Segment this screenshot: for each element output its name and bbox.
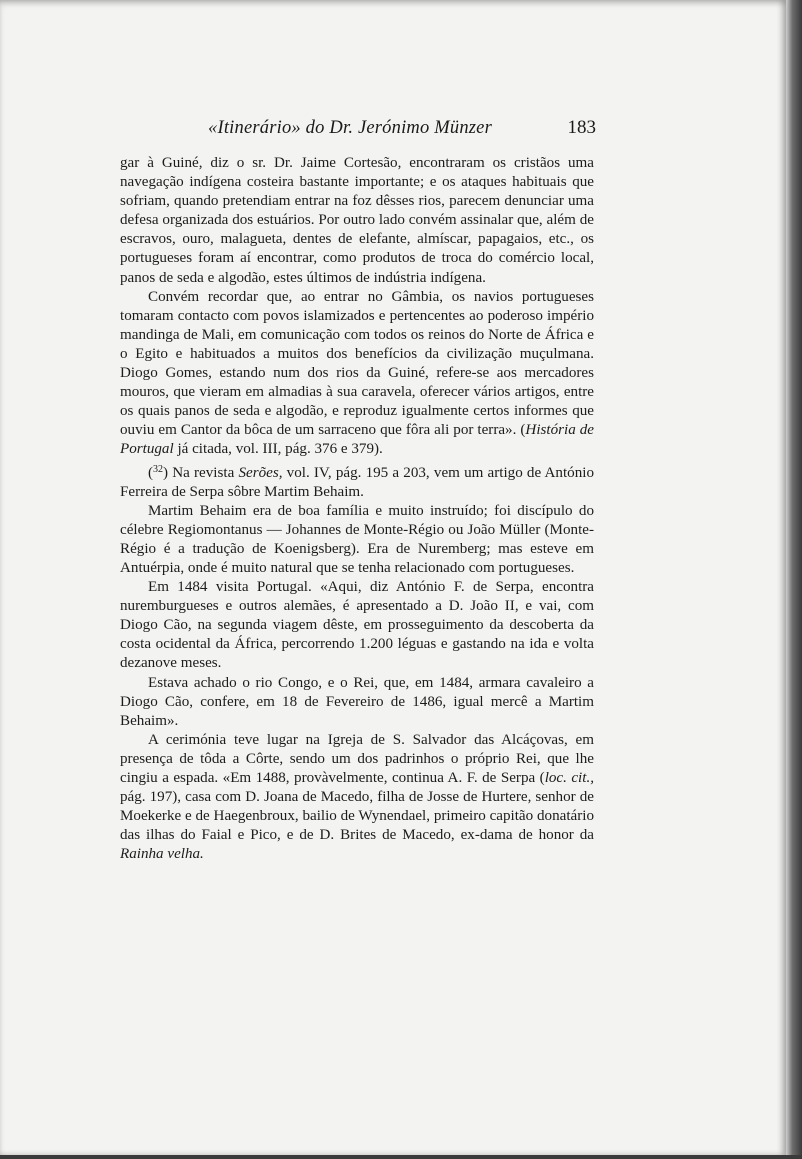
paragraph-5: Em 1484 visita Portugal. «Aqui, diz António F. de Serpa, encontra nuremburgueses e outros alemães, é apresentado a D. João II, e vai, com Diogo Cão, na segunda viagem dêste, em prosseguimento da descoberta da costa ocidental da África, percorrendo 1.200 léguas e gastando na ida e volta dezanove meses.: [120, 579, 594, 672]
paragraph-7: [120, 731, 594, 865]
paragraph-2: [120, 288, 594, 460]
running-title: [208, 118, 492, 139]
paragraph-3-text-a: Na revista: [168, 464, 239, 481]
paragraph-6: Estava achado o rio Congo, e o Rei, que, em 1484, armara cavaleiro a Diogo Cão, confere, em 18 de Fevereiro de 1486, igual mercê a Martim Behaim».: [120, 674, 594, 729]
page-bottom-edge: [0, 1155, 802, 1159]
title-italic: Itinerário: [217, 118, 292, 138]
paragraph-3-text-b: vol. IV, pág. 195 a 203, vem um artigo de António Ferreira de Serpa sôbre Martim Behaim.: [120, 464, 594, 500]
paragraph-3-italic: Serões,: [238, 464, 283, 481]
paragraph-7-italic-1: loc. cit.,: [544, 770, 594, 786]
page-number: 183: [567, 117, 596, 138]
title-quote-open: «: [208, 118, 218, 138]
footnote-number: 32: [153, 463, 164, 475]
paragraph-7-text-a: A cerimónia teve lugar na Igreja de S. Salvador das Alcáçovas, em presença de tôda a Côrte, sendo um dos padrinhos o próprio Rei, que lhe cingiu a espada. «Em 1488, provàvelmente, continua A. F. de Serpa (: [120, 731, 594, 786]
paragraph-7-italic-2: Rainha velha.: [120, 846, 204, 863]
page-edge-shadow: [786, 0, 802, 1159]
title-rest: » do Dr. Jerónimo Münzer: [291, 118, 492, 138]
paragraph-2-text-a: Convém recordar que, ao entrar no Gâmbia, os navios portugueses tomaram contacto com povos islamizados e pertencentes ao poderoso império mandinga de Mali, em comunicação com todos os reinos do Norte de África e o Egito e habituados a muitos dos benefícios da civilização muçulmana. Diogo Gomes, estando num dos rios da Guiné, refere-se aos mercadores mouros, que vieram em almadias à sua caravela, oferecer vários artigos, entre os quais panos de seda e algodão, e reproduz igualmente certos informes que ouviu em Cantor da bôca de um sarraceno que fôra ali por terra». (: [120, 288, 594, 439]
body-text: [120, 154, 594, 864]
paragraph-4: Martim Behaim era de boa família e muito instruído; foi discípulo do célebre Regiomontanus — Johannes de Monte-Régio ou João Müller (Monte-Régio é a tradução de Koenigsberg). Era de Nuremberg; mas esteve em Antuérpia, onde é muito natural que se tenha relacionado com portugueses.: [120, 502, 594, 576]
running-head: [118, 118, 596, 142]
paragraph-7-text-b: pág. 197), casa com D. Joana de Macedo, filha de Josse de Hurtere, senhor de Moekerke e de Haegenbroux, bailio de Wynendael, primeiro capitão donatário das ilhas do Faial e Pico, e de D. Brites de Macedo, ex-dama de honor da: [120, 789, 594, 844]
paragraph-2-text-b: já citada, vol. III, pág. 376 e 379).: [173, 441, 383, 458]
paragraph-1: gar à Guiné, diz o sr. Dr. Jaime Cortesão, encontraram os cristãos uma navegação indígena costeira bastante importante; e os ataques habituais que sofriam, quando pretendiam entrar na foz dêsses rios, parecem denunciar uma defesa organizada dos estuários. Por outro lado convém assinalar que, além de escravos, ouro, malagueta, dentes de elefante, almíscar, papagaios, etc., os portugueses foram aí encontrar, como produtos de troca do comércio local, panos de seda e algodão, estes últimos de indústria indígena.: [120, 155, 594, 286]
paragraph-3-footnote: ($^{32}$) Na revista Serões, vol. IV, pág. 195 a 203, vem um artigo de António Ferreira de Serpa sôbre Martim Behaim.: [120, 463, 594, 500]
paragraph-2-italic: História de Portugal: [120, 422, 595, 458]
